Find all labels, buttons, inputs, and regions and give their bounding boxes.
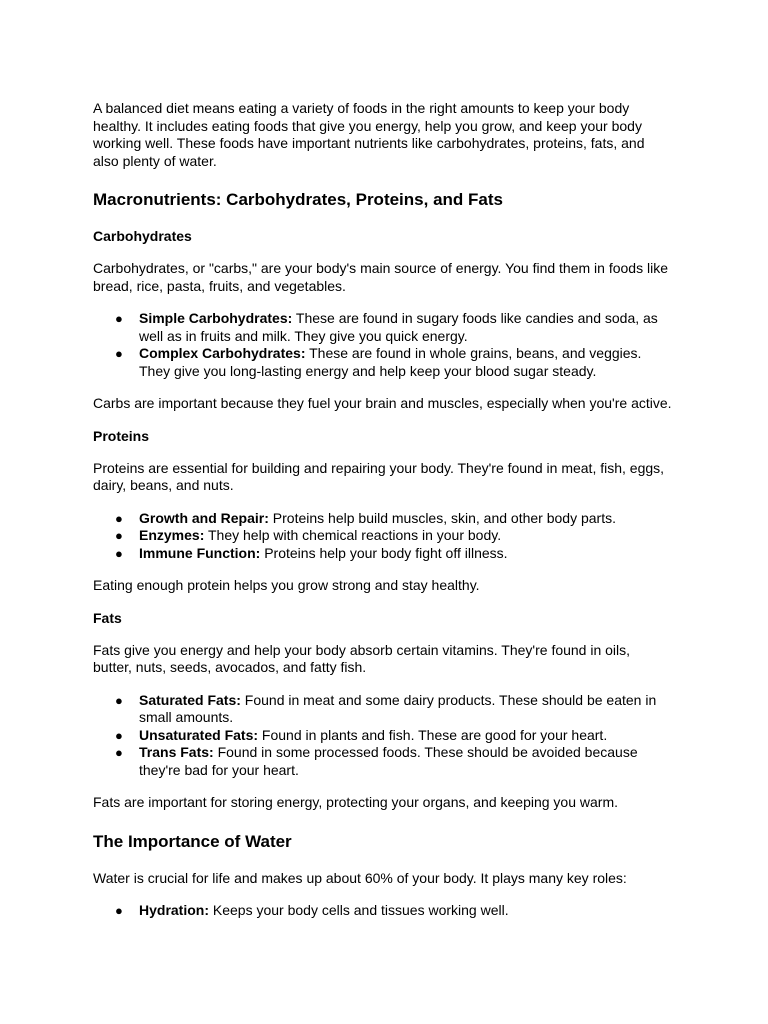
proteins-intro: Proteins are essential for building and repairing your body. They're found in meat, fish, eggs, dairy, beans, and nuts. [93, 459, 665, 493]
list-item-text: These are found in whole grains, beans, and veggies. They give you long-lasting energy and help keep your blood sugar steady. [139, 345, 642, 379]
list-item-text: Found in plants and fish. These are good for your heart. [258, 726, 608, 743]
bullet-icon: ● [115, 903, 123, 918]
carbohydrates-heading: Carbohydrates [93, 228, 192, 244]
list-item-term: Simple Carbohydrates: [139, 310, 293, 326]
proteins-heading: Proteins [93, 427, 150, 444]
list-item [115, 902, 672, 920]
bullet-icon: ● [115, 346, 123, 361]
water-intro: Water is crucial for life and makes up about 60% of your body. It plays many key roles: [93, 869, 627, 886]
list-item-text: Proteins help your body fight off illness. [260, 544, 508, 561]
list-item-term: Growth and Repair: [139, 509, 269, 526]
intro-paragraph: A balanced diet means eating a variety of foods in the right amounts to keep your body healthy. It includes eating foods that give you energy, help you grow, and keep your body working well. These foods have important nutrients like carbohydrates, proteins, fats, and also plenty of water. [93, 100, 645, 169]
bullet-icon: ● [115, 692, 123, 708]
list-item-term: Immune Function: [139, 544, 261, 561]
proteins-outro: Eating enough protein helps you grow strong and stay healthy. [93, 577, 480, 593]
list-item [115, 726, 672, 745]
fats-intro: Fats give you energy and help your body absorb certain vitamins. They're found in oils, butter, nuts, seeds, avocados, and fatty fish. [93, 641, 631, 675]
fats-outro: Fats are important for storing energy, protecting your organs, and keeping you warm. [93, 794, 619, 810]
list-item-term: Hydration: [139, 902, 209, 918]
water-heading: The Importance of Water [93, 831, 292, 851]
bullet-icon: ● [115, 745, 123, 760]
list-item [115, 509, 672, 528]
carbohydrates-list [93, 310, 672, 380]
carbohydrates-outro: Carbs are important because they fuel your brain and muscles, especially when you're active. [93, 395, 672, 411]
proteins-list [93, 510, 672, 563]
list-item-text: Keeps your body cells and tissues working well. [209, 902, 509, 918]
list-item [115, 310, 672, 345]
list-item [115, 345, 672, 380]
list-item-term: Complex Carbohydrates: [139, 345, 306, 361]
list-item [115, 544, 672, 563]
carbohydrates-intro: Carbohydrates, or "carbs," are your body's main source of energy. You find them in foods like bread, rice, pasta, fruits, and vegetables. [93, 260, 668, 294]
water-list [93, 902, 672, 920]
list-item-text: Found in meat and some dairy products. These should be eaten in small amounts. [139, 691, 657, 725]
list-item-text: Proteins help build muscles, skin, and other body parts. [268, 509, 616, 526]
bullet-icon: ● [115, 528, 123, 543]
list-item-term: Saturated Fats: [139, 691, 241, 708]
list-item-term: Unsaturated Fats: [139, 726, 259, 743]
list-item [115, 527, 672, 545]
macronutrients-heading: Macronutrients: Carbohydrates, Proteins, and Fats [93, 190, 503, 209]
bullet-icon: ● [115, 727, 123, 743]
list-item-term: Enzymes: [139, 527, 205, 543]
list-item [115, 691, 672, 727]
list-item-term: Trans Fats: [139, 744, 214, 760]
list-item-text: They help with chemical reactions in your body. [204, 527, 502, 543]
list-item-text: These are found in sugary foods like candies and soda, as well as in fruits and milk. They give you quick energy. [139, 310, 658, 344]
fats-list [93, 692, 672, 780]
bullet-icon: ● [115, 510, 123, 526]
list-item-text: Found in some processed foods. These should be avoided because they're bad for your heart. [139, 744, 638, 778]
fats-heading: Fats [93, 609, 122, 626]
list-item [115, 744, 672, 779]
bullet-icon: ● [115, 311, 123, 326]
bullet-icon: ● [115, 545, 123, 561]
